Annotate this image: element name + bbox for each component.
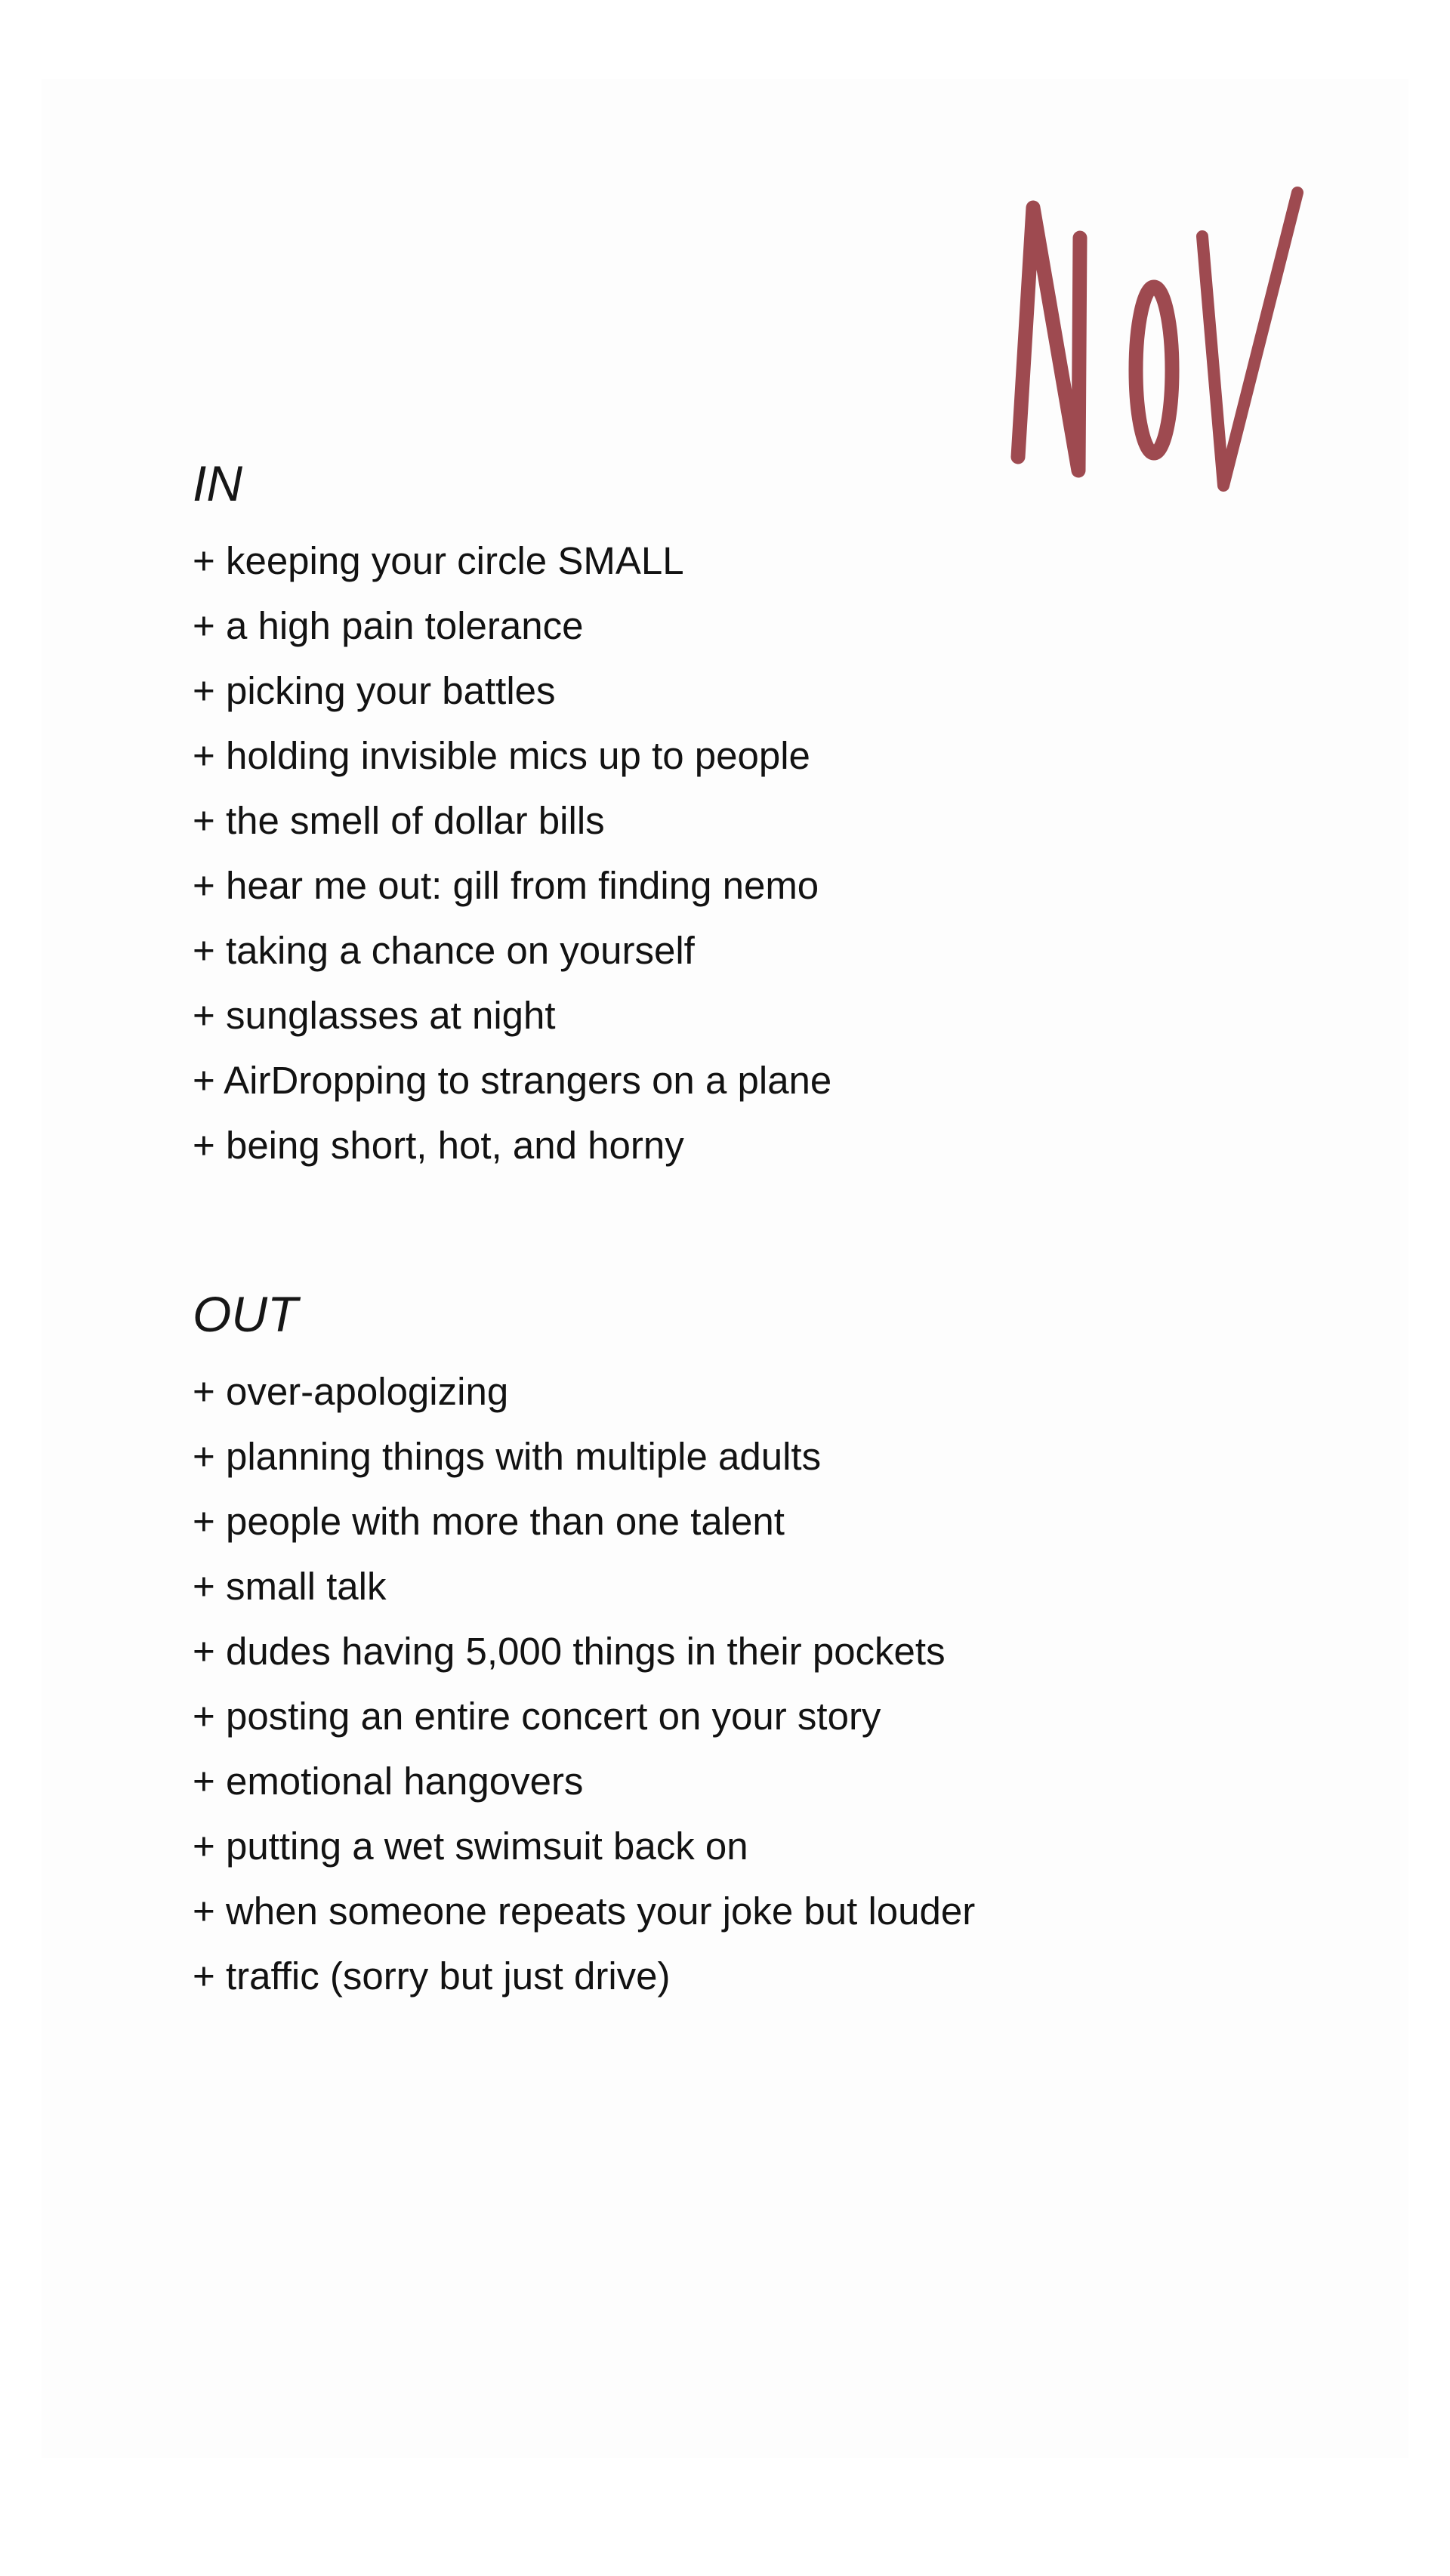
list-item: + the smell of dollar bills	[193, 799, 605, 842]
list-item: + dudes having 5,000 things in their pockets	[193, 1630, 946, 1673]
handwritten-nov-logo	[997, 185, 1310, 506]
list-item: + posting an entire concert on your story	[193, 1695, 881, 1738]
list-item: + over-apologizing	[193, 1370, 509, 1413]
out-heading: OUT	[193, 1286, 298, 1342]
list-item: + picking your battles	[193, 669, 556, 712]
in-heading: IN	[193, 455, 242, 511]
out-section	[193, 1284, 975, 2009]
list-item: + emotional hangovers	[193, 1760, 584, 1803]
list-item: + AirDropping to strangers on a plane	[193, 1059, 832, 1102]
logo-letter-o	[1136, 287, 1172, 453]
list-item: + small talk	[193, 1565, 387, 1608]
list-item: + taking a chance on yourself	[193, 929, 695, 972]
logo-letter-n	[1018, 208, 1080, 470]
list-item: + when someone repeats your joke but louder	[193, 1890, 976, 1933]
in-list	[193, 529, 831, 1178]
list-item: + sunglasses at night	[193, 994, 556, 1037]
logo-letter-v	[1202, 193, 1297, 486]
list-item: + traffic (sorry but just drive)	[193, 1954, 671, 1998]
list-item: + being short, hot, and horny	[193, 1124, 684, 1167]
list-item: + a high pain tolerance	[193, 604, 584, 647]
list-item: + holding invisible mics up to people	[193, 734, 810, 777]
list-item: + people with more than one talent	[193, 1500, 785, 1543]
list-item: + hear me out: gill from finding nemo	[193, 864, 819, 907]
in-section	[193, 453, 831, 1178]
list-item: + keeping your circle SMALL	[193, 539, 684, 582]
list-item: + putting a wet swimsuit back on	[193, 1825, 748, 1868]
list-item: + planning things with multiple adults	[193, 1435, 822, 1478]
out-list	[193, 1359, 975, 2009]
